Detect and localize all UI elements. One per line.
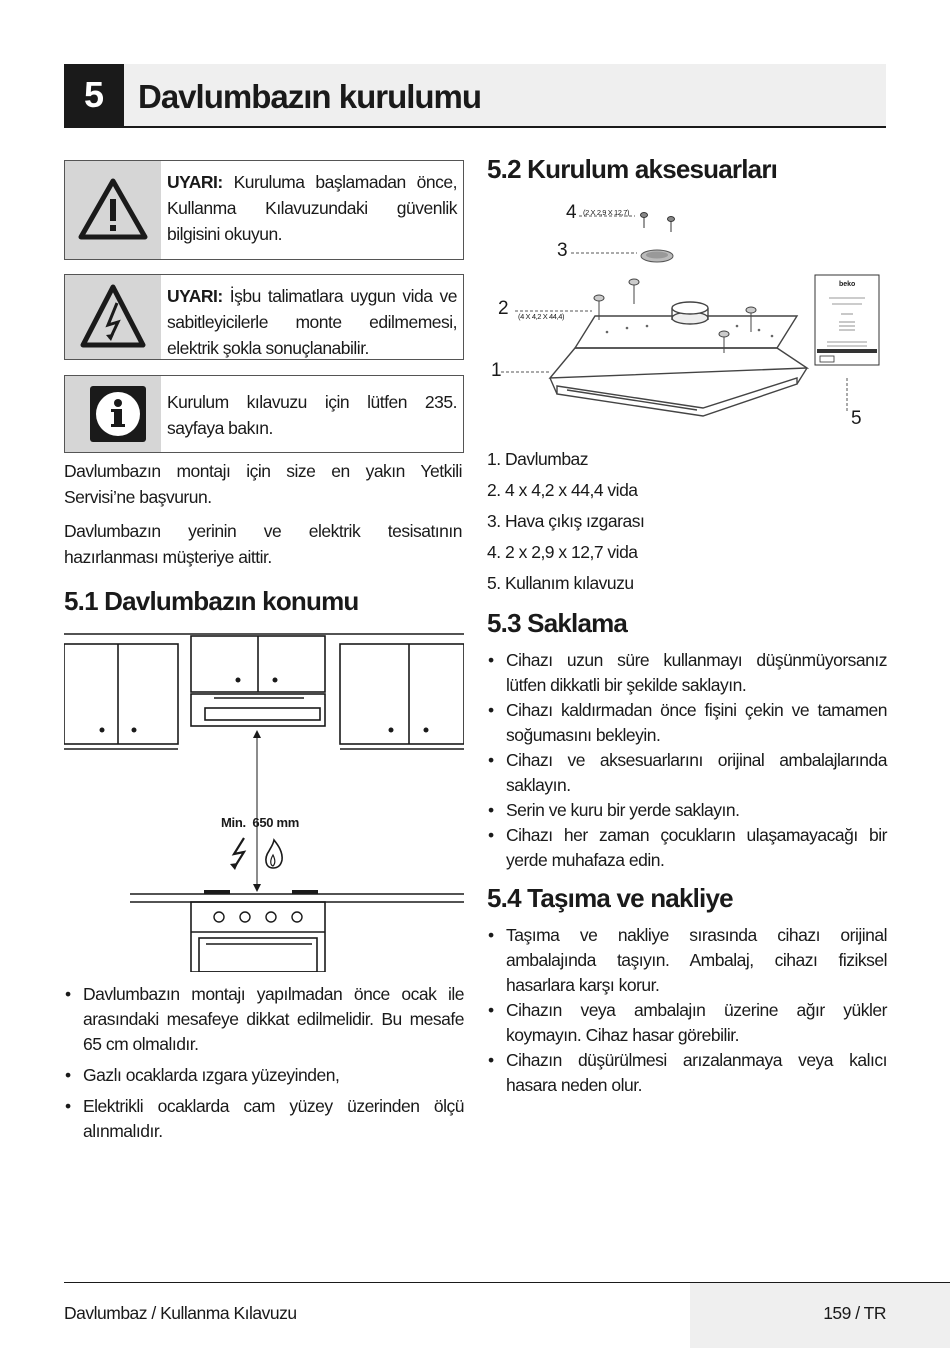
- section-5-1-title: 5.1 Davlumbazın konumu: [64, 586, 359, 616]
- flame-icon: [266, 840, 282, 868]
- section-5-4-bullets: [487, 923, 887, 1098]
- section-5-2-title: 5.2 Kurulum aksesuarları: [487, 154, 778, 184]
- section-5-3-bullets: [487, 648, 887, 873]
- info-icon: [65, 376, 161, 452]
- warning-box: [64, 274, 464, 360]
- figure-label-2: 2: [498, 298, 509, 319]
- list-item: • Cihazı ve aksesuarlarını orijinal ambalajlarında saklayın.: [487, 748, 887, 798]
- list-item: • Cihazın düşürülmesi arızalanmaya veya kalıcı hasara neden olur.: [487, 1048, 887, 1098]
- list-item: • Taşıma ve nakliye sırasında cihazı orijinal ambalajında taşıyın. Ambalaj, cihazı fiziksel hasarlara karşı korur.: [487, 923, 887, 998]
- list-item: 5. Kullanım kılavuzu: [487, 573, 634, 593]
- list-item: • Gazlı ocaklarda ızgara yüzeyinden,: [64, 1063, 464, 1088]
- list-item: 1. Davlumbaz: [487, 449, 589, 469]
- electric-warning-icon: [65, 275, 161, 359]
- warning-text: Kuruluma başlamadan önce, Kullanma Kılavuzundaki güvenlik bilgisini okuyun.: [167, 172, 457, 244]
- hood-position-figure: [64, 632, 464, 972]
- screw-4-spec: (2 X 2,9 X 12,7): [583, 208, 630, 217]
- page-number: 159 / TR: [823, 1303, 886, 1323]
- list-item: 3. Hava çıkış ızgarası: [487, 511, 645, 531]
- min-distance-label: Min. 650 mm: [221, 815, 300, 830]
- figure-label-3: 3: [557, 240, 568, 261]
- figure-label-5: 5: [851, 408, 862, 429]
- chapter-number: 5: [64, 64, 124, 126]
- screw-2-spec: (4 X 4,2 X 44,4): [518, 312, 565, 321]
- section-5-3-title: 5.3 Saklama: [487, 608, 628, 638]
- accessories-figure: [487, 198, 887, 438]
- warning-label: UYARI:: [167, 172, 223, 192]
- warning-label: UYARI:: [167, 286, 223, 306]
- lightning-icon: [230, 838, 244, 870]
- info-box: [64, 375, 464, 453]
- warning-text: İşbu talimatlara uygun vida ve sabitleyicilerle monte edilmemesi, elektrik şokla sonuçlanabilir.: [167, 286, 457, 358]
- section-5-4-title: 5.4 Taşıma ve nakliye: [487, 883, 733, 913]
- intro-paragraph: Davlumbazın montajı için size en yakın Yetkili Servisi’ne başvurun.: [64, 461, 462, 507]
- info-text: Kurulum kılavuzu için lütfen 235. sayfaya bakın.: [167, 392, 457, 438]
- figure-label-4: 4: [566, 202, 577, 223]
- footer-title: Davlumbaz / Kullanma Kılavuzu: [64, 1303, 297, 1323]
- footer-page-box: [690, 1283, 950, 1348]
- list-item: 2. 4 x 4,2 x 44,4 vida: [487, 480, 638, 500]
- list-item: • Cihazın veya ambalajın üzerine ağır yükler koymayın. Cihaz hasar görebilir.: [487, 998, 887, 1048]
- list-item: • Elektrikli ocaklarda cam yüzey üzerinden ölçü alınmalıdır.: [64, 1094, 464, 1144]
- figure-label-1: 1: [491, 360, 502, 381]
- chapter-title: Davlumbazın kurulumu: [138, 78, 482, 115]
- warning-triangle-icon: [65, 161, 161, 259]
- list-item: 4. 2 x 2,9 x 12,7 vida: [487, 542, 638, 562]
- list-item: • Cihazı her zaman çocukların ulaşamayacağı bir yerde muhafaza edin.: [487, 823, 887, 873]
- list-item: • Cihazı uzun süre kullanmayı düşünmüyorsanız lütfen dikkatli bir şekilde saklayın.: [487, 648, 887, 698]
- chapter-header: [64, 64, 886, 128]
- section-5-1-bullets: [64, 982, 464, 1144]
- warning-box: [64, 160, 464, 260]
- list-item: • Davlumbazın montajı yapılmadan önce ocak ile arasındaki mesafeye dikkat edilmelidir. Bu mesafe 65 cm olmalıdır.: [64, 982, 464, 1057]
- list-item: • Serin ve kuru bir yerde saklayın.: [487, 798, 887, 823]
- manual-brand: beko: [839, 281, 856, 288]
- intro-paragraph: Davlumbazın yerinin ve elektrik tesisatının hazırlanması müşteriye aittir.: [64, 521, 462, 567]
- accessory-list: [487, 444, 887, 599]
- list-item: • Cihazı kaldırmadan önce fişini çekin ve tamamen soğumasını bekleyin.: [487, 698, 887, 748]
